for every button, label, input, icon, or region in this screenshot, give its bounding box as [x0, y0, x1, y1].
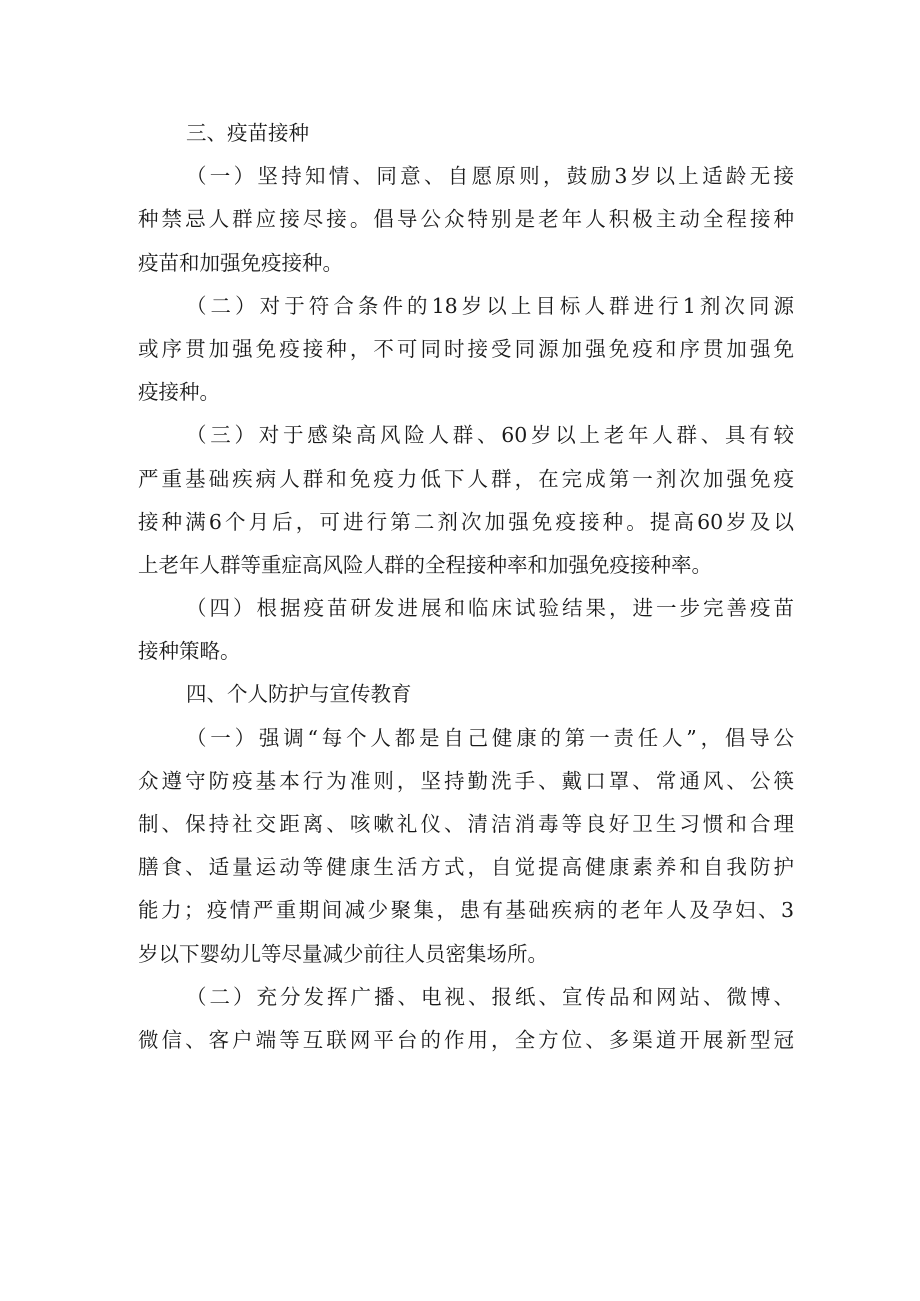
paragraph-line: （二）充分发挥广播、电视、报纸、宣传品和网站、微博、	[186, 984, 794, 1009]
paragraph-line: 种禁忌人群应接尽接。倡导公众特别是老年人积极主动全程接种	[138, 207, 794, 232]
paragraph-line: 众遵守防疫基本行为准则，坚持勤洗手、戴口罩、常通风、公筷	[138, 768, 794, 793]
paragraph-line: 上老年人群等重症高风险人群的全程接种率和加强免疫接种率。	[138, 552, 712, 577]
section-heading-vaccination: 三、疫苗接种	[186, 121, 309, 145]
paragraph-line: 接种策略。	[138, 639, 241, 664]
paragraph-line: 能力；疫情严重期间减少聚集，患有基础疾病的老年人及孕妇、3	[138, 898, 794, 923]
paragraph-line: 或序贯加强免疫接种，不可同时接受同源加强免疫和序贯加强免	[138, 336, 794, 361]
paragraph-line: （一）坚持知情、同意、自愿原则，鼓励3岁以上适龄无接	[186, 164, 794, 189]
paragraph-line: （二）对于符合条件的18岁以上目标人群进行1剂次同源	[186, 293, 794, 318]
paragraph-line: 接种满6个月后，可进行第二剂次加强免疫接种。提高60岁及以	[138, 509, 794, 534]
paragraph-line: 严重基础疾病人群和免疫力低下人群，在完成第一剂次加强免疫	[138, 466, 794, 491]
paragraph-line: 制、保持社交距离、咳嗽礼仪、清洁消毒等良好卫生习惯和合理	[138, 812, 794, 836]
paragraph-line: 疫苗和加强免疫接种。	[138, 250, 343, 275]
paragraph-line: 岁以下婴幼儿等尽量减少前往人员密集场所。	[138, 941, 548, 966]
paragraph-line: 微信、客户端等互联网平台的作用，全方位、多渠道开展新型冠	[138, 1027, 794, 1052]
paragraph-line: 膳食、适量运动等健康生活方式，自觉提高健康素养和自我防护	[138, 855, 794, 880]
section-heading-personal-protection: 四、个人防护与宣传教育	[186, 682, 412, 707]
document-body	[138, 112, 794, 1062]
paragraph-line: （三）对于感染高风险人群、60岁以上老年人群、具有较	[186, 423, 794, 448]
paragraph-line: （四）根据疫苗研发进展和临床试验结果，进一步完善疫苗	[186, 596, 794, 621]
paragraph-line: 疫接种。	[138, 380, 220, 405]
paragraph-line: （一）强调“每个人都是自己健康的第一责任人”，倡导公	[186, 725, 794, 750]
